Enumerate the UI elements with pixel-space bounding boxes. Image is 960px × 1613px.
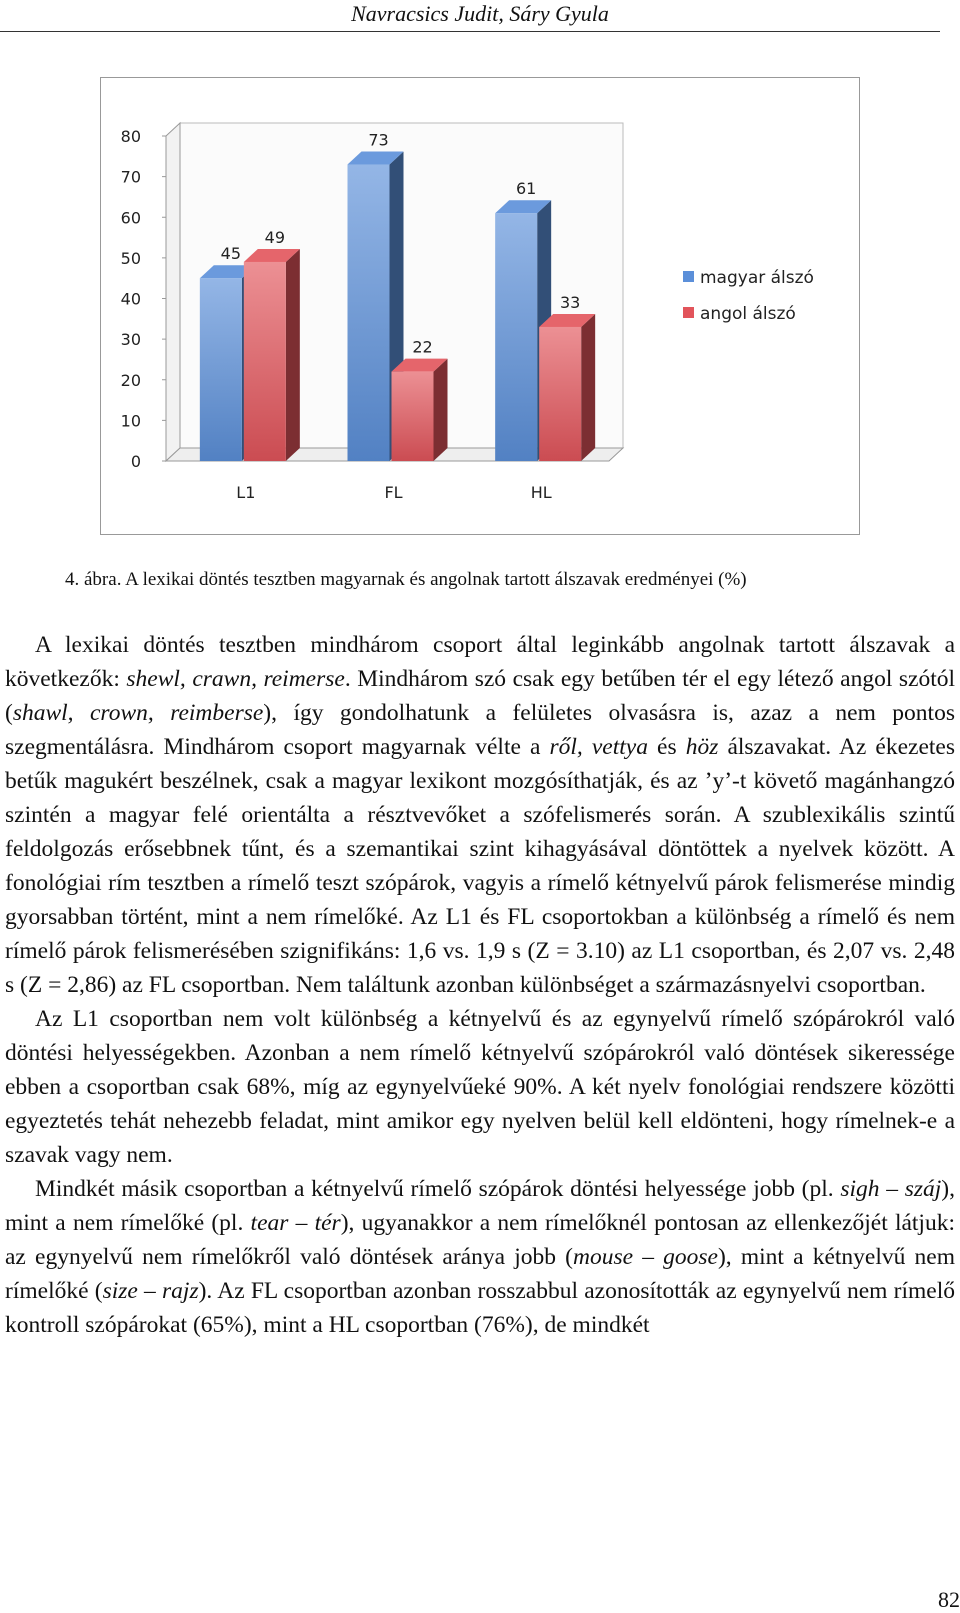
italic-term: tear – tér: [250, 1210, 341, 1236]
italic-term: shawl, crown, reimberse: [12, 700, 264, 726]
bar-side: [434, 359, 448, 461]
y-tick-label: 50: [120, 248, 141, 268]
text-run: Mindkét másik csoportban a kétnyelvű rímelő szópárok döntési helyessége jobb (pl.: [35, 1176, 841, 1202]
paragraph-3: [5, 1172, 955, 1342]
text-run: álszavakat. Az ékezetes betűk magukért beszélnek, csak a magyar lexikont mozgósíthatják, és az ’y’-t követő magánhangzó szintén a magyar felé orientálta a résztvevőket a szófelismerés során. A szublexikális szintű feldolgozás erősebbnek tűnt, és a szemantikai szint kihagyásával döntöttek a nyelvek között. A fonológiai rím tesztben a rímelő teszt szópárok, vagyis a rímelő kétnyelvű párok felismerése mindig gyorsabban történt, mint a nem rímelőké. Az L1 és FL csoportokban a különbség a rímelő és nem rímelő párok felismerésében szignifikáns: 1,6 vs. 1,9 s (Z = 3.10) az L1 csoportban, és 2,07 vs. 2,48 s (Z = 2,86) az FL csoportban. Nem találtunk azonban különbséget a származásnyelvi csoportban.: [5, 734, 956, 998]
y-tick-label: 10: [120, 411, 141, 431]
italic-term: höz: [685, 734, 719, 760]
text-run: ), így gondolhatunk a felületes olvasásra is, azaz a nem pontos szegmentálásra. Mindhárom csoport magyarnak vélte a: [5, 700, 955, 760]
data-label: 73: [368, 130, 389, 150]
bar: [539, 327, 581, 461]
italic-term: sigh – száj: [840, 1176, 942, 1202]
text-run: Az L1 csoportban nem volt különbség a kétnyelvű és az egynyelvű rímelő szópárokról való döntési helyességekben. Azonban a nem rímelő kétnyelvű szópárokról való döntések sikeressége ebben a csoportban csak 68%, míg az egynyelvűeké 90%. A két nyelv fonológiai rendszere közötti egyeztetés tehát nehezebb feladat, mint amikor egy nyelven belül kell eldönteni, hogy rímelnek-e a szavak vagy nem.: [5, 1006, 955, 1168]
x-tick-label: L1: [236, 483, 256, 502]
italic-term: size – rajz: [102, 1278, 199, 1304]
data-label: 22: [412, 337, 433, 357]
body-text: [5, 628, 955, 1342]
legend-label: magyar álszó: [700, 268, 814, 288]
text-run: . Mindhárom szó csak egy betűben tér el egy létező angol szótól (: [5, 666, 956, 726]
text-run: ), mint a nem rímelőké (pl.: [5, 1176, 955, 1236]
header-rule: [0, 31, 940, 32]
legend-label: angol álszó: [700, 304, 796, 324]
bar: [348, 164, 390, 461]
data-label: 61: [515, 179, 537, 199]
figure-4-chart: [100, 77, 860, 535]
y-tick-label: 60: [120, 208, 141, 228]
x-tick-label: HL: [530, 483, 552, 502]
legend-swatch: [683, 271, 694, 282]
italic-term: mouse – goose: [573, 1244, 718, 1270]
data-label: 33: [559, 292, 581, 312]
bar-side: [286, 249, 300, 461]
y-tick-label: 20: [120, 370, 141, 390]
legend-swatch: [683, 307, 694, 318]
data-label: 49: [264, 227, 286, 247]
italic-term: ről, vettya: [549, 734, 648, 760]
bar-side: [581, 314, 595, 461]
y-tick-label: 0: [130, 452, 141, 471]
text-run: A lexikai döntés tesztben mindhárom csoport által leginkább angolnak tartott álszavak a következők:: [5, 632, 955, 692]
text-run: ), mint a kétnyelvű nem rímelőké (: [5, 1244, 955, 1304]
y-tick-label: 30: [120, 330, 141, 350]
x-tick-label: FL: [384, 483, 403, 502]
side-wall: [166, 123, 180, 461]
text-run: ). Az FL csoportban azonban rosszabbul azonosították az egynyelvű nem rímelő kontroll szópárokat (65%), mint a HL csoportban (76%), de mindkét: [5, 1278, 955, 1338]
text-run: ), ugyanakkor a nem rímelőknél pontosan az ellenkezőjét látjuk: az egynyelvű nem rímelőkről való döntések aránya jobb (: [5, 1210, 955, 1270]
text-run: és: [647, 734, 686, 760]
y-tick-label: 80: [120, 127, 141, 146]
italic-term: shewl, crawn, reimerse: [126, 666, 345, 692]
data-label: 45: [220, 244, 242, 264]
paragraph-2: [5, 1002, 955, 1172]
running-head: Navracsics Judit, Sáry Gyula: [351, 1, 609, 26]
y-tick-label: 70: [120, 167, 141, 187]
paragraph-1: [5, 628, 955, 1002]
y-tick-label: 40: [120, 289, 141, 309]
bar: [392, 372, 434, 461]
bar: [495, 213, 537, 461]
bar: [244, 262, 286, 461]
bar-chart: [101, 78, 859, 534]
page-number: 82: [938, 1587, 960, 1612]
bar: [200, 278, 242, 461]
figure-caption: 4. ábra. A lexikai döntés tesztben magyarnak és angolnak tartott álszavak eredményei (%): [65, 569, 747, 590]
